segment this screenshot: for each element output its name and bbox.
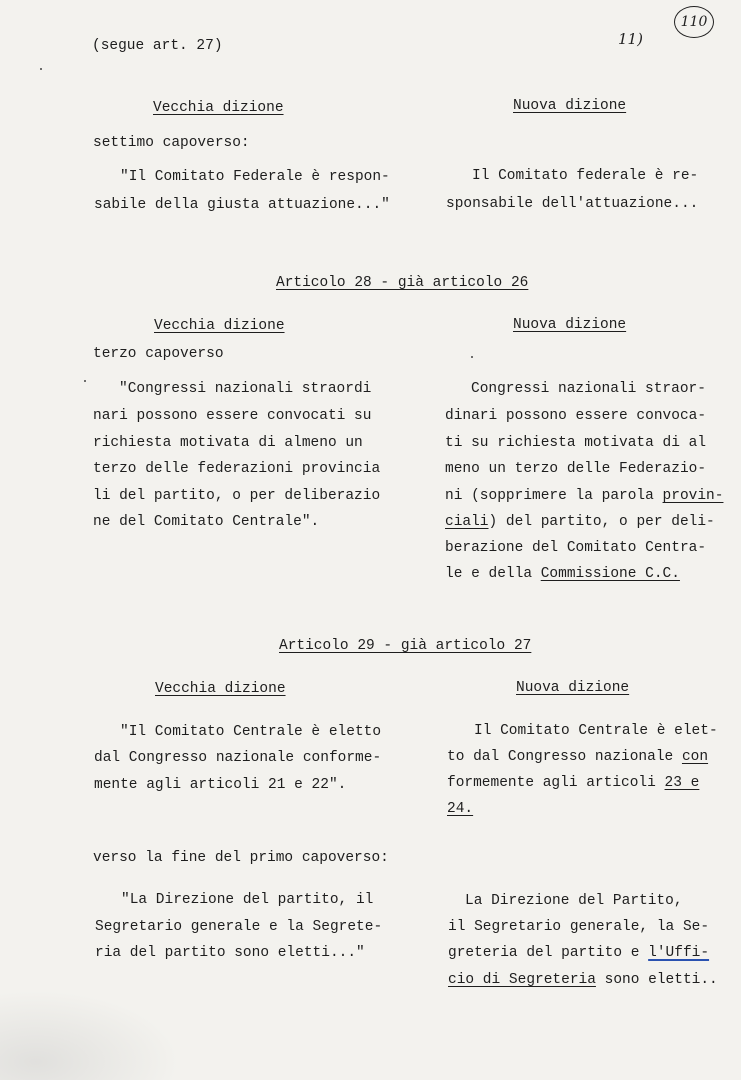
section4-underlined-ufficio: cio di Segreteria (448, 972, 596, 988)
section4-new-line (448, 972, 718, 988)
section2-new-line (445, 566, 680, 582)
section2-new-line5-text: ni (sopprimere la parola (445, 488, 663, 504)
section4-new-line4-text: sono eletti.. (595, 972, 718, 988)
section2-old-heading: Vecchia dizione (154, 318, 285, 334)
section1-old-heading: Vecchia dizione (153, 100, 284, 116)
handwritten-page-number: 11) (618, 30, 643, 48)
section2-underlined-provin: provin- (662, 488, 724, 504)
section2-new-line8-text: le e della (445, 566, 541, 582)
section2-new-heading: Nuova dizione (513, 317, 627, 333)
scan-speck (471, 356, 473, 358)
section4-intro: verso la fine del primo capoverso: (93, 850, 389, 866)
section2-new-line6-text: ) del partito, o per deli- (488, 514, 715, 530)
section3-underlined-23e: 23 e (664, 775, 700, 791)
scan-speck (40, 68, 42, 70)
section2-new-line: meno un terzo delle Federazio- (445, 461, 707, 477)
section1-old-line: "Il Comitato Federale è respon- (120, 169, 390, 185)
section3-new-line3-text: formemente agli articoli (447, 775, 665, 791)
section4-underlined-uffi: l'Uffi- (648, 945, 710, 961)
segue-note: (segue art. 27) (92, 38, 223, 54)
section4-old-line: "La Direzione del partito, il (121, 892, 374, 908)
section2-intro: terzo capoverso (93, 346, 224, 362)
section2-new-line: ti su richiesta motivata di al (445, 435, 707, 451)
section4-old-line: ria del partito sono eletti..." (95, 945, 365, 961)
section3-new-line (447, 775, 699, 791)
section2-old-line: li del partito, o per deliberazio (93, 488, 381, 504)
section2-old-line: terzo delle federazioni provincia (93, 461, 381, 477)
section3-new-line2-text: to dal Congresso nazionale (447, 749, 682, 765)
section3-new-heading: Nuova dizione (516, 680, 630, 696)
section3-old-line: mente agli articoli 21 e 22". (94, 777, 347, 793)
section1-new-line: sponsabile dell'attuazione... (446, 196, 699, 212)
section3-old-line: dal Congresso nazionale conforme- (94, 750, 382, 766)
section3-title: Articolo 29 - già articolo 27 (279, 638, 532, 654)
section2-new-line (445, 488, 723, 504)
section2-underlined-commissione: Commissione C.C. (540, 566, 680, 582)
section2-new-line (445, 514, 715, 530)
section2-old-line: ne del Comitato Centrale". (93, 514, 320, 530)
section2-old-line: nari possono essere convocati su (93, 408, 372, 424)
section3-underlined-con: con (681, 749, 709, 765)
scan-stain (0, 990, 180, 1080)
section2-old-line: richiesta motivata di almeno un (93, 435, 363, 451)
section4-old-line: Segretario generale e la Segrete- (95, 919, 383, 935)
section3-new-line: Il Comitato Centrale è elet- (474, 723, 718, 739)
scan-speck (84, 380, 86, 382)
section1-old-line: sabile della giusta attuazione..." (94, 197, 390, 213)
section2-underlined-ciali: ciali (445, 514, 489, 530)
section3-old-line: "Il Comitato Centrale è eletto (120, 724, 382, 740)
section2-new-line: berazione del Comitato Centra- (445, 540, 707, 556)
section2-old-line: "Congressi nazionali straordi (119, 381, 372, 397)
section3-new-line (447, 749, 708, 765)
section4-new-line (448, 945, 709, 961)
section3-old-heading: Vecchia dizione (155, 681, 286, 697)
section4-new-line3-text: greteria del partito e (448, 945, 649, 961)
circled-archive-number: 110 (674, 6, 714, 38)
section2-new-line: Congressi nazionali straor- (471, 381, 706, 397)
section2-new-line: dinari possono essere convoca- (445, 408, 707, 424)
section4-new-line: il Segretario generale, la Se- (448, 919, 710, 935)
section4-new-line: La Direzione del Partito, (465, 893, 683, 909)
section3-underlined-24: 24. (447, 801, 474, 817)
section2-title: Articolo 28 - già articolo 26 (276, 275, 529, 291)
section1-new-line: Il Comitato federale è re- (472, 168, 699, 184)
section3-new-line (447, 801, 473, 817)
section1-new-heading: Nuova dizione (513, 98, 627, 114)
section1-intro: settimo capoverso: (93, 135, 250, 151)
